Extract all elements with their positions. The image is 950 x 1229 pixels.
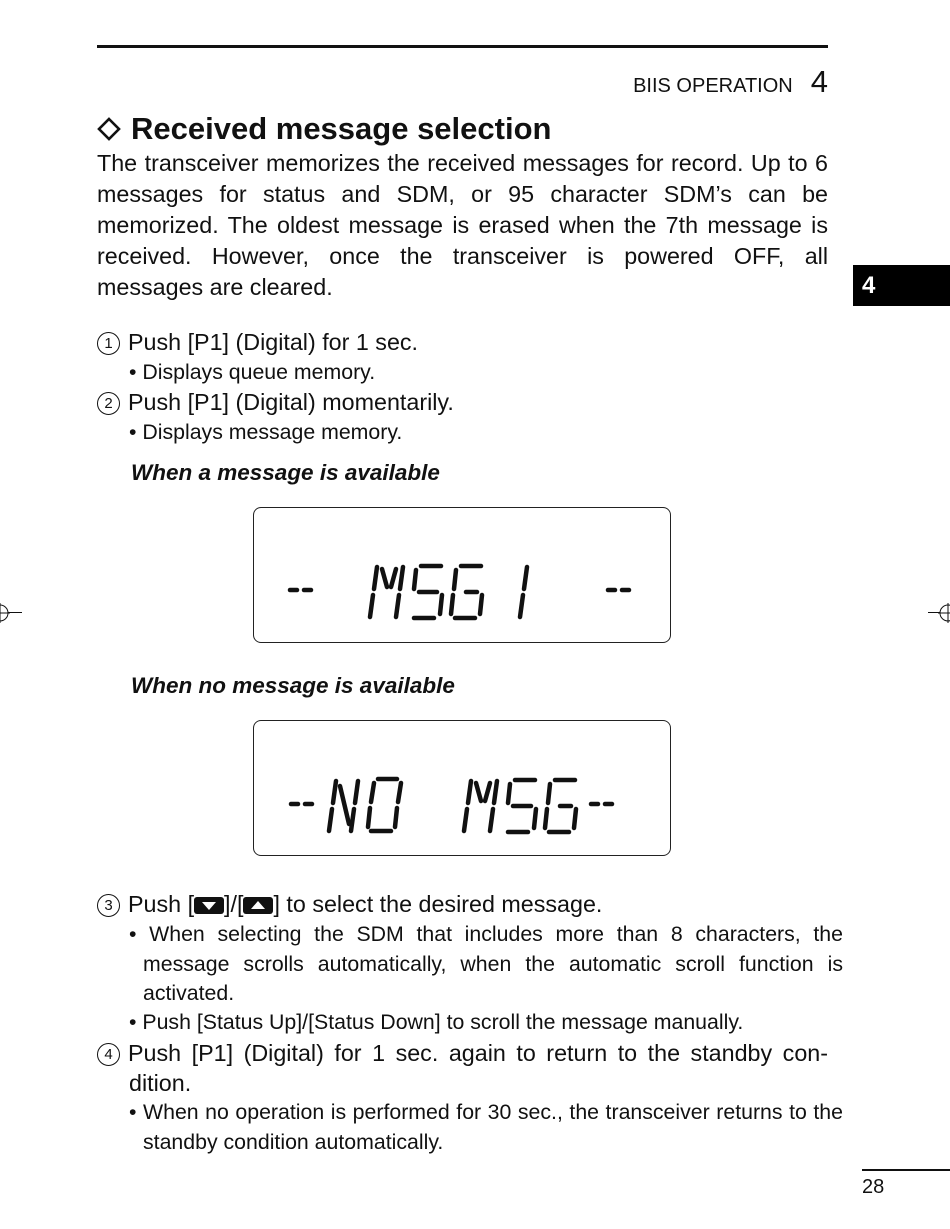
running-header bbox=[633, 64, 828, 100]
step-bullet: • When no operation is performed for 30 sec., the transceiver returns to the standby condition automatically. bbox=[129, 1100, 843, 1154]
step-number: 3 bbox=[97, 894, 120, 917]
step-text-suffix: ] to select the desired message. bbox=[273, 891, 603, 917]
step-3 bbox=[97, 889, 602, 919]
step-text-mid: ]/[ bbox=[224, 891, 244, 917]
chapter-number: 4 bbox=[810, 64, 828, 99]
registration-line-right bbox=[928, 612, 940, 613]
lcd-display-message-available bbox=[253, 507, 671, 643]
page-number: 28 bbox=[862, 1176, 885, 1198]
lcd-display-no-message bbox=[253, 720, 671, 856]
step-1 bbox=[97, 327, 418, 357]
lcd-segments bbox=[253, 507, 671, 643]
section-name: BIIS OPERATION bbox=[633, 75, 793, 97]
caption-message-available: When a message is available bbox=[131, 460, 440, 485]
step-bullet: • When selecting the SDM that includes more than 8 characters, the message scrolls automatically, when the automatic scroll function is activated. bbox=[129, 922, 843, 1005]
step-bullet: • Displays queue memory. bbox=[129, 360, 376, 384]
step-text-prefix: Push [ bbox=[128, 891, 195, 917]
registration-mark-right-icon bbox=[938, 603, 950, 623]
step-bullet: • Push [Status Up]/[Status Down] to scroll the message manually. bbox=[129, 1010, 744, 1034]
step-text: Push [P1] (Digital) for 1 sec. again to return to the standby con-dition. bbox=[128, 1040, 828, 1096]
footer-rule bbox=[862, 1169, 950, 1171]
step-text: Push [P1] (Digital) momentarily. bbox=[128, 389, 454, 415]
top-rule bbox=[97, 45, 828, 48]
lcd-segments bbox=[253, 720, 671, 856]
step-number: 2 bbox=[97, 392, 120, 415]
intro-paragraph: The transceiver memorizes the received messages for record. Up to 6 messages for status and SDM, or 95 character SDM’s can be memorized. The oldest message is erased when the 7th message is received. However, once the transceiver is powered OFF, all messages are cleared. bbox=[97, 150, 828, 300]
step-text: Push [P1] (Digital) for 1 sec. bbox=[128, 329, 419, 355]
step-bullet: • Displays message memory. bbox=[129, 420, 403, 444]
section-title bbox=[97, 111, 551, 147]
diamond-icon bbox=[97, 117, 121, 141]
step-number: 4 bbox=[97, 1043, 120, 1066]
registration-mark-left-icon bbox=[0, 603, 10, 623]
step-number: 1 bbox=[97, 332, 120, 355]
step-4 bbox=[97, 1038, 828, 1098]
caption-no-message: When no message is available bbox=[131, 673, 455, 698]
step-2 bbox=[97, 387, 454, 417]
chapter-tab: 4 bbox=[853, 265, 950, 306]
section-title-text: Received message selection bbox=[131, 111, 552, 146]
up-arrow-key-icon bbox=[243, 897, 273, 914]
registration-line-left bbox=[8, 612, 22, 613]
down-arrow-key-icon bbox=[194, 897, 224, 914]
